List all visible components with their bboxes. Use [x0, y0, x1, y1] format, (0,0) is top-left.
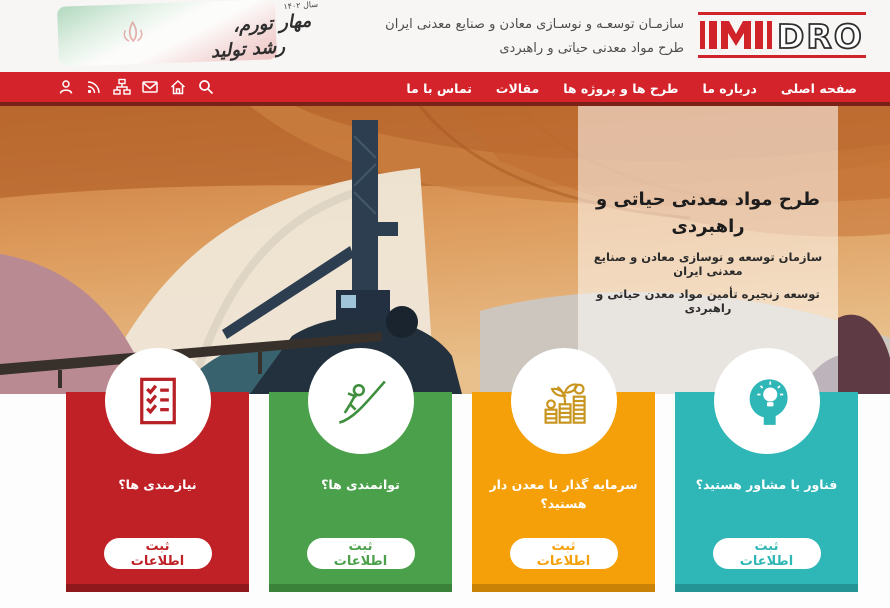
- register-info-button[interactable]: ثبت اطلاعات: [510, 538, 618, 569]
- card-icon-circle: [714, 348, 820, 454]
- register-info-button[interactable]: ثبت اطلاعات: [104, 538, 212, 569]
- hero-subtitle-2: توسعه زنجیره تأمین مواد معدن حیاتی و راهبردی: [596, 286, 820, 315]
- main-navbar: [0, 72, 890, 106]
- card-question: نیازمندی ها؟: [118, 477, 197, 492]
- card-needs: [66, 348, 249, 592]
- org-line2: طرح مواد معدنی حیاتی و راهبردی: [499, 41, 684, 56]
- slogan-line2: رشد تولید: [210, 36, 286, 63]
- imidro-logo[interactable]: [698, 12, 868, 62]
- hero-title: طرح مواد معدنی حیاتی و راهبردی: [596, 188, 820, 237]
- register-info-button[interactable]: ثبت اطلاعات: [713, 538, 821, 569]
- hero-subtitle-1: سازمان توسعه و نوسازی معادن و صنایع معدنی ایران: [593, 249, 823, 278]
- user-icon[interactable]: [57, 78, 75, 96]
- card-investor: [472, 348, 655, 592]
- head-bulb-icon: [741, 375, 793, 427]
- nav-menu: [406, 78, 857, 97]
- slogan-year-label: سال ۱۴۰۲: [283, 0, 319, 12]
- organization-title: [385, 13, 684, 61]
- slogan-line1: مهار تورم،: [232, 10, 312, 37]
- card-capabilities: [269, 348, 452, 592]
- register-info-button[interactable]: ثبت اطلاعات: [307, 538, 415, 569]
- logo-dro-text: DRO: [777, 17, 864, 56]
- checklist-icon: [132, 375, 184, 427]
- rss-icon[interactable]: [85, 78, 103, 96]
- header: [0, 0, 890, 72]
- card-question: توانمندی ها؟: [321, 477, 400, 492]
- card-question: سرمایه گذار یا معدن دار هستید؟: [489, 477, 638, 511]
- card-icon-circle: [308, 348, 414, 454]
- nav-item-contact[interactable]: تماس با ما: [406, 80, 472, 96]
- card-icon-circle: [511, 348, 617, 454]
- card-consultant: [675, 348, 858, 592]
- org-line1: سازمـان توسعـه و نوسـازی معادن و صنایع معدنی ایران: [385, 16, 684, 32]
- coins-icon: [538, 375, 590, 427]
- sitemap-icon[interactable]: [113, 78, 131, 96]
- climber-icon: [335, 375, 387, 427]
- year-slogan: [128, 0, 332, 75]
- card-icon-circle: [105, 348, 211, 454]
- nav-item-projects[interactable]: طرح ها و پروژه ها: [563, 80, 679, 96]
- nav-item-articles[interactable]: مقالات: [495, 80, 540, 96]
- nav-item-home[interactable]: صفحه اصلی: [780, 80, 857, 96]
- search-icon[interactable]: [197, 78, 215, 96]
- mail-icon[interactable]: [141, 78, 159, 96]
- nav-item-about[interactable]: درباره ما: [702, 80, 757, 96]
- home-icon[interactable]: [169, 78, 187, 96]
- card-question: فناور یا مشاور هستید؟: [695, 477, 838, 492]
